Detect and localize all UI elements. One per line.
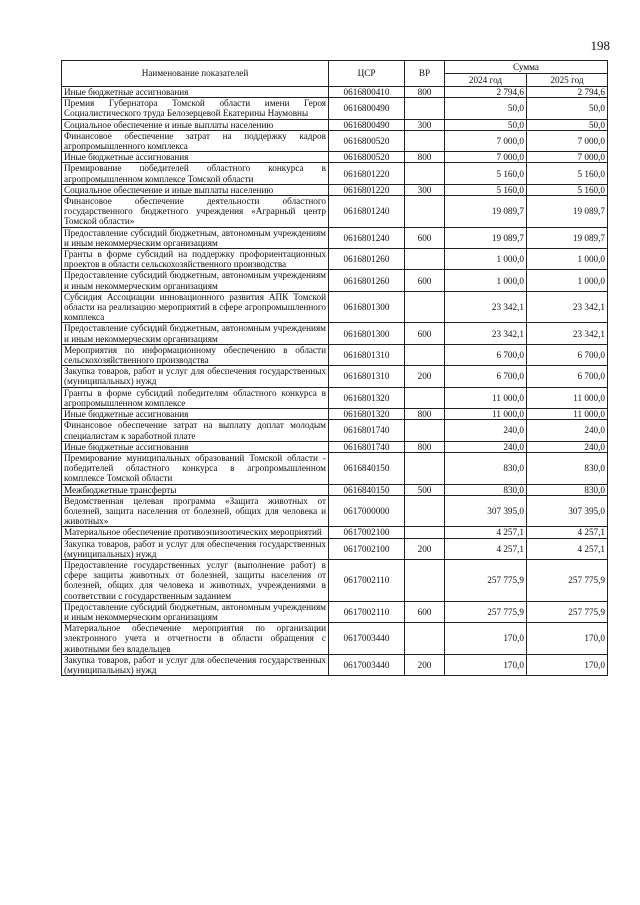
row-sum-2024: 170,0 xyxy=(445,654,527,675)
table-row xyxy=(62,601,608,622)
row-sum-2024: 5 160,0 xyxy=(445,184,527,195)
row-sum-2025: 4 257,1 xyxy=(527,538,608,559)
row-vr: 600 xyxy=(405,601,445,622)
table-row xyxy=(62,344,608,365)
row-sum-2024: 6 700,0 xyxy=(445,344,527,365)
row-name: Гранты в форме субсидий победителям областного конкурса в агропромышленном комплексе xyxy=(62,387,329,408)
row-sum-2024: 240,0 xyxy=(445,441,527,452)
row-name: Финансовое обеспечение деятельности областного государственного бюджетного учреждения «Аграрный центр Томской области» xyxy=(62,196,329,228)
row-csr: 0616801260 xyxy=(329,270,405,291)
row-sum-2025: 1 000,0 xyxy=(527,249,608,270)
table-row xyxy=(62,323,608,344)
row-sum-2025: 2 794,6 xyxy=(527,87,608,98)
row-sum-2024: 19 089,7 xyxy=(445,227,527,248)
table-row xyxy=(62,366,608,387)
row-csr: 0617002110 xyxy=(329,601,405,622)
row-name: Социальное обеспечение и иные выплаты населению xyxy=(62,184,329,195)
row-name: Иные бюджетные ассигнования xyxy=(62,87,329,98)
row-vr xyxy=(405,291,445,323)
row-sum-2025: 1 000,0 xyxy=(527,270,608,291)
row-name: Гранты в форме субсидий на поддержку профориентационных проектов в области сельскохозяйственного производства xyxy=(62,249,329,270)
row-sum-2024: 170,0 xyxy=(445,623,527,655)
row-sum-2024: 1 000,0 xyxy=(445,270,527,291)
row-vr xyxy=(405,249,445,270)
row-vr: 200 xyxy=(405,538,445,559)
row-name: Премирование победителей областного конкурса в агропромышленном комплексе Томской области xyxy=(62,163,329,184)
row-vr xyxy=(405,495,445,527)
row-vr: 800 xyxy=(405,441,445,452)
row-csr: 0616800490 xyxy=(329,119,405,130)
row-name: Финансовое обеспечение затрат на поддержку кадров агропромышленного комплекса xyxy=(62,130,329,151)
row-sum-2024: 830,0 xyxy=(445,484,527,495)
row-name: Ведомственная целевая программа «Защита животных от болезней, защита населения от болезней, общих для человека и животных» xyxy=(62,495,329,527)
row-sum-2025: 50,0 xyxy=(527,119,608,130)
row-name: Предоставление субсидий бюджетным, автономным учреждениям и иным некоммерческим организациям xyxy=(62,323,329,344)
row-vr xyxy=(405,344,445,365)
row-name: Предоставление субсидий бюджетным, автономным учреждениям и иным некоммерческим организациям xyxy=(62,601,329,622)
row-sum-2024: 19 089,7 xyxy=(445,196,527,228)
row-name: Иные бюджетные ассигнования xyxy=(62,409,329,420)
row-csr: 0616801300 xyxy=(329,291,405,323)
table-row xyxy=(62,538,608,559)
row-vr xyxy=(405,452,445,484)
table-row xyxy=(62,184,608,195)
row-sum-2025: 6 700,0 xyxy=(527,344,608,365)
table-row xyxy=(62,163,608,184)
row-sum-2025: 23 342,1 xyxy=(527,291,608,323)
table-row xyxy=(62,654,608,675)
row-sum-2025: 50,0 xyxy=(527,98,608,119)
row-name: Премирование муниципальных образований Томской области - победителей областного конкурса в агропромышленном комплексе Томской области xyxy=(62,452,329,484)
row-vr xyxy=(405,130,445,151)
row-csr: 0616801740 xyxy=(329,441,405,452)
row-sum-2024: 830,0 xyxy=(445,452,527,484)
row-sum-2025: 307 395,0 xyxy=(527,495,608,527)
table-row xyxy=(62,484,608,495)
row-csr: 0616840150 xyxy=(329,484,405,495)
row-sum-2025: 7 000,0 xyxy=(527,130,608,151)
row-sum-2024: 6 700,0 xyxy=(445,366,527,387)
row-sum-2025: 240,0 xyxy=(527,420,608,441)
table-row xyxy=(62,452,608,484)
table-row xyxy=(62,559,608,601)
row-sum-2024: 7 000,0 xyxy=(445,130,527,151)
row-vr xyxy=(405,559,445,601)
row-name: Предоставление субсидий бюджетным, автономным учреждениям и иным некоммерческим организациям xyxy=(62,270,329,291)
row-name: Закупка товаров, работ и услуг для обеспечения государственных (муниципальных) нужд xyxy=(62,538,329,559)
row-name: Закупка товаров, работ и услуг для обеспечения государственных (муниципальных) нужд xyxy=(62,654,329,675)
table-row xyxy=(62,495,608,527)
row-csr: 0616801240 xyxy=(329,227,405,248)
row-vr: 300 xyxy=(405,184,445,195)
row-sum-2024: 257 775,9 xyxy=(445,601,527,622)
row-csr: 0616801310 xyxy=(329,366,405,387)
table-row xyxy=(62,152,608,163)
row-vr xyxy=(405,163,445,184)
row-csr: 0616801320 xyxy=(329,409,405,420)
row-sum-2024: 11 000,0 xyxy=(445,387,527,408)
table-row xyxy=(62,270,608,291)
row-csr: 0616800490 xyxy=(329,98,405,119)
header-name: Наименование показателей xyxy=(62,61,329,87)
row-vr: 800 xyxy=(405,87,445,98)
row-sum-2025: 830,0 xyxy=(527,452,608,484)
header-year-2025: 2025 год xyxy=(527,74,608,87)
row-vr: 200 xyxy=(405,654,445,675)
row-sum-2024: 5 160,0 xyxy=(445,163,527,184)
row-name: Социальное обеспечение и иные выплаты населению xyxy=(62,119,329,130)
row-csr: 0616801220 xyxy=(329,184,405,195)
row-sum-2025: 240,0 xyxy=(527,441,608,452)
header-vr: ВР xyxy=(405,61,445,87)
row-sum-2024: 23 342,1 xyxy=(445,323,527,344)
row-name: Иные бюджетные ассигнования xyxy=(62,152,329,163)
row-csr: 0616801220 xyxy=(329,163,405,184)
row-name: Предоставление субсидий бюджетным, автономным учреждениям и иным некоммерческим организациям xyxy=(62,227,329,248)
row-sum-2024: 50,0 xyxy=(445,98,527,119)
row-sum-2024: 7 000,0 xyxy=(445,152,527,163)
row-sum-2024: 23 342,1 xyxy=(445,291,527,323)
row-sum-2025: 170,0 xyxy=(527,623,608,655)
row-sum-2024: 11 000,0 xyxy=(445,409,527,420)
row-vr xyxy=(405,196,445,228)
row-name: Материальное обеспечение противоэпизоотических мероприятий xyxy=(62,527,329,538)
row-sum-2024: 50,0 xyxy=(445,119,527,130)
row-sum-2024: 2 794,6 xyxy=(445,87,527,98)
row-csr: 0617002110 xyxy=(329,559,405,601)
row-vr xyxy=(405,98,445,119)
header-csr: ЦСР xyxy=(329,61,405,87)
row-vr: 600 xyxy=(405,270,445,291)
row-csr: 0616801300 xyxy=(329,323,405,344)
page-number: 198 xyxy=(590,38,610,53)
row-csr: 0616800410 xyxy=(329,87,405,98)
table-row xyxy=(62,196,608,228)
row-sum-2025: 6 700,0 xyxy=(527,366,608,387)
row-sum-2025: 23 342,1 xyxy=(527,323,608,344)
row-csr: 0616801740 xyxy=(329,420,405,441)
row-csr: 0617000000 xyxy=(329,495,405,527)
row-csr: 0617003440 xyxy=(329,654,405,675)
row-sum-2025: 5 160,0 xyxy=(527,184,608,195)
row-sum-2024: 1 000,0 xyxy=(445,249,527,270)
row-csr: 0616800520 xyxy=(329,152,405,163)
table-row xyxy=(62,130,608,151)
table-row xyxy=(62,420,608,441)
row-vr: 800 xyxy=(405,152,445,163)
row-vr: 800 xyxy=(405,409,445,420)
table-row xyxy=(62,387,608,408)
row-vr: 200 xyxy=(405,366,445,387)
row-sum-2024: 257 775,9 xyxy=(445,559,527,601)
row-csr: 0617003440 xyxy=(329,623,405,655)
row-sum-2025: 7 000,0 xyxy=(527,152,608,163)
table-body xyxy=(62,87,608,676)
row-sum-2025: 11 000,0 xyxy=(527,387,608,408)
row-csr: 0616801320 xyxy=(329,387,405,408)
row-name: Материальное обеспечение мероприятия по организации электронного учета и отчетности в области обращения с животными без владельцев xyxy=(62,623,329,655)
row-sum-2025: 257 775,9 xyxy=(527,601,608,622)
table-row xyxy=(62,249,608,270)
row-csr: 0616801240 xyxy=(329,196,405,228)
row-vr xyxy=(405,527,445,538)
row-sum-2025: 5 160,0 xyxy=(527,163,608,184)
row-sum-2025: 257 775,9 xyxy=(527,559,608,601)
row-vr xyxy=(405,623,445,655)
table-row xyxy=(62,409,608,420)
header-year-2024: 2024 год xyxy=(445,74,527,87)
row-vr: 600 xyxy=(405,323,445,344)
table-row xyxy=(62,87,608,98)
header-sum: Сумма xyxy=(445,61,608,74)
row-sum-2024: 307 395,0 xyxy=(445,495,527,527)
row-sum-2025: 11 000,0 xyxy=(527,409,608,420)
table-row xyxy=(62,119,608,130)
row-sum-2024: 4 257,1 xyxy=(445,538,527,559)
row-sum-2025: 830,0 xyxy=(527,484,608,495)
row-name: Субсидия Ассоциации инновационного развития АПК Томской области на реализацию мероприятий в сфере агропромышленного комплекса xyxy=(62,291,329,323)
row-csr: 0617002100 xyxy=(329,538,405,559)
row-sum-2025: 19 089,7 xyxy=(527,227,608,248)
table-row xyxy=(62,441,608,452)
row-csr: 0616800520 xyxy=(329,130,405,151)
budget-table xyxy=(61,60,608,676)
row-vr: 600 xyxy=(405,227,445,248)
row-name: Финансовое обеспечение затрат на выплату доплат молодым специалистам к заработной плате xyxy=(62,420,329,441)
row-csr: 0616801260 xyxy=(329,249,405,270)
table-row xyxy=(62,623,608,655)
row-sum-2025: 170,0 xyxy=(527,654,608,675)
row-vr xyxy=(405,387,445,408)
table-row xyxy=(62,98,608,119)
table-row xyxy=(62,227,608,248)
row-vr xyxy=(405,420,445,441)
row-name: Иные бюджетные ассигнования xyxy=(62,441,329,452)
row-vr: 300 xyxy=(405,119,445,130)
row-sum-2025: 4 257,1 xyxy=(527,527,608,538)
row-sum-2024: 240,0 xyxy=(445,420,527,441)
row-name: Премия Губернатора Томской области имени Героя Социалистического труда Белозерцевой Екатерины Наумовны xyxy=(62,98,329,119)
row-name: Предоставление государственных услуг (выполнение работ) в сфере защиты животных от болезней, защиты населения от болезней, общих для человека и животных, учреждениями в соответствии с государственным заданием xyxy=(62,559,329,601)
table-row xyxy=(62,527,608,538)
row-csr: 0616840150 xyxy=(329,452,405,484)
row-name: Межбюджетные трансферты xyxy=(62,484,329,495)
row-csr: 0617002100 xyxy=(329,527,405,538)
table-row xyxy=(62,291,608,323)
row-name: Мероприятия по информационному обеспечению в области сельскохозяйственного производства xyxy=(62,344,329,365)
row-vr: 500 xyxy=(405,484,445,495)
row-name: Закупка товаров, работ и услуг для обеспечения государственных (муниципальных) нужд xyxy=(62,366,329,387)
row-csr: 0616801310 xyxy=(329,344,405,365)
row-sum-2024: 4 257,1 xyxy=(445,527,527,538)
row-sum-2025: 19 089,7 xyxy=(527,196,608,228)
